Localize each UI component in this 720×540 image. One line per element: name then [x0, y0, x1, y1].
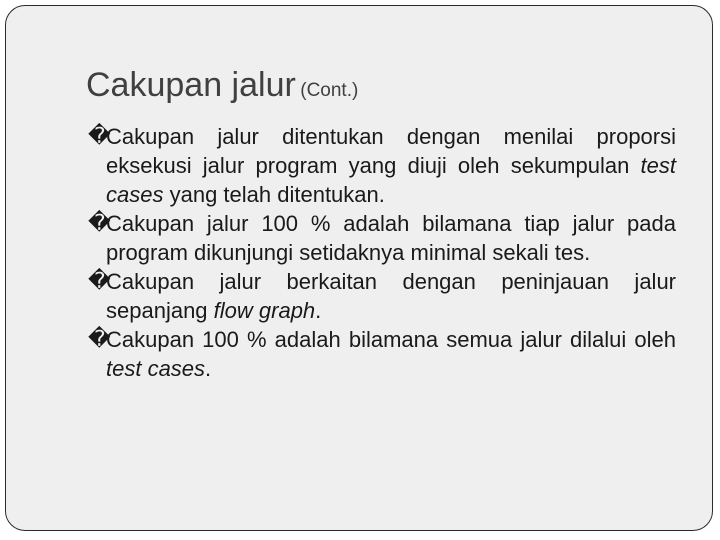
bullet-text: [106, 122, 676, 209]
bullet-text: [106, 209, 676, 267]
bullet-text-part: Cakupan jalur 100 % adalah bilamana tiap jalur pada program dikunjungi setidaknya minimal sekali tes.: [106, 211, 676, 265]
bullet-text-part: Cakupan jalur ditentukan dengan menilai proporsi eksekusi jalur program yang diuji oleh sekumpulan: [106, 124, 676, 178]
slide-title: [86, 66, 358, 105]
bullet-glyph-icon: �: [88, 124, 111, 149]
slide: [5, 5, 713, 531]
bullet-text-part: Cakupan 100 % adalah bilamana semua jalur dilalui oleh: [106, 327, 676, 352]
title-suffix: (Cont.): [300, 80, 359, 101]
bullet-item: [88, 325, 676, 383]
bullet-text-part: yang telah ditentukan.: [163, 182, 385, 207]
bullet-glyph-icon: �: [88, 269, 111, 294]
bullet-text-part: Cakupan jalur berkaitan dengan peninjauan jalur sepanjang: [106, 269, 676, 323]
bullet-item: [88, 122, 676, 209]
bullet-item: [88, 209, 676, 267]
bullet-item: [88, 267, 676, 325]
bullet-text: [106, 325, 676, 383]
bullet-text-part: .: [205, 356, 212, 381]
bullet-text-italic: test cases: [106, 153, 676, 207]
bullet-glyph-icon: �: [88, 327, 111, 352]
bullet-glyph-icon: �: [88, 211, 111, 236]
bullet-text-part: .: [315, 298, 322, 323]
bullet-text: [106, 267, 676, 325]
bullet-text-italic: flow graph: [213, 298, 316, 323]
bullet-list: [88, 122, 676, 383]
bullet-text-italic: test cases: [106, 356, 206, 381]
title-main: Cakupan jalur: [86, 66, 296, 104]
